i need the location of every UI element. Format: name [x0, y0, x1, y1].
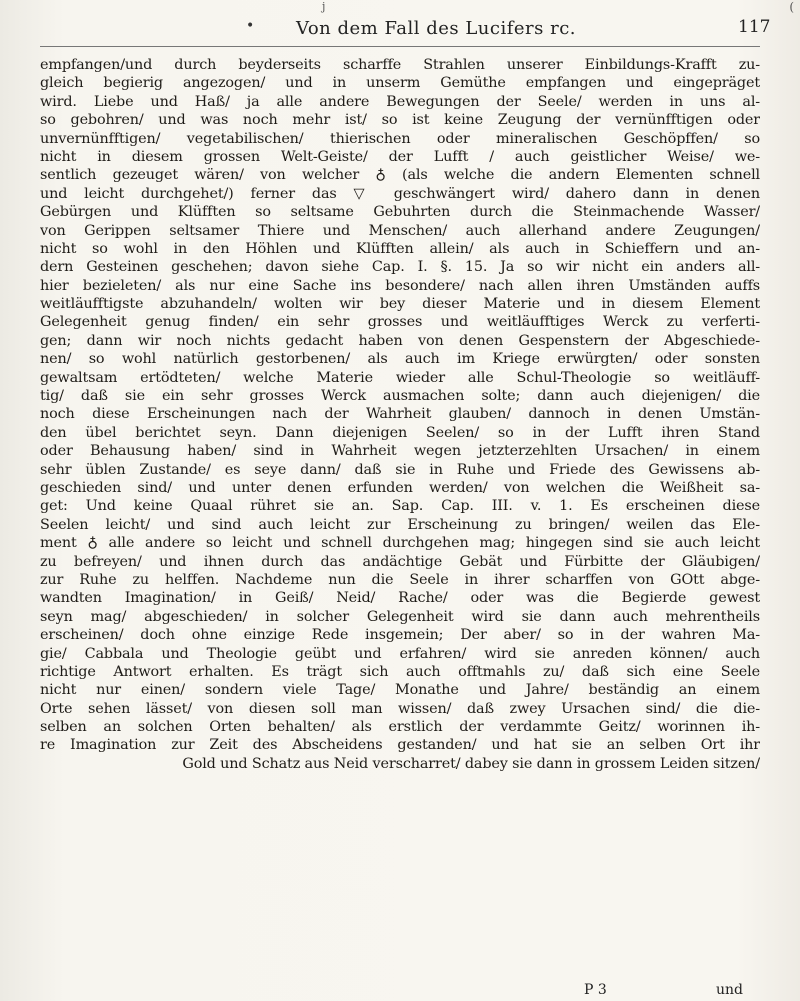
text-line: get: Und keine Quaal rühret sie an. Sap. Cap. III. v. 1. Es erscheinen diese: [40, 498, 760, 515]
text-line: gewaltsam ertödteten/ welche Materie wieder alle Schul-Theologie so weitläuff-: [40, 369, 760, 386]
text-line: dern Gesteinen geschehen; davon siehe Cap. I. §. 15. Ja so wir nicht ein anders all-: [40, 259, 760, 276]
text-line: hier bezieleten/ als nur eine Sache ins besondere/ nach allen ihren Umständen auffs: [40, 277, 760, 294]
text-line: so gebohren/ und was noch mehr ist/ so ist keine Zeugung der vernünfftigen oder: [40, 112, 760, 129]
text-line: gen; dann wir noch nichts gedacht haben von denen Gespenstern der Abgeschiede-: [40, 332, 760, 349]
text-line: sehr üblen Zustande/ es seye dann/ daß sie in Ruhe und Friede des Gewissens ab-: [40, 461, 760, 478]
text-line: geschieden sind/ und unter denen erfunden werden/ von welchen die Weißheit sa-: [40, 479, 760, 496]
text-line: re Imagination zur Zeit des Abscheidens gestanden/ und hat sie an selben Ort ihr: [40, 737, 760, 754]
text-line: oder Behausung haben/ sind in Wahrheit wegen jetzterzehlten Ursachen/ in einem: [40, 443, 760, 460]
text-line: und leicht durchgehet/) ferner das ▽ geschwängert wird/ dahero dann in denen: [40, 185, 760, 202]
catchword: und: [716, 982, 743, 998]
text-line: selben an solchen Orten behalten/ als erstlich der verdammte Geitz/ worinnen ih-: [40, 719, 760, 736]
text-line: nicht nur einen/ sondern viele Tage/ Monathe und Jahre/ beständig an einem: [40, 682, 760, 699]
text-line: Gebürgen und Klüfften so seltsame Gebuhrten durch die Steinmachende Wasser/: [40, 204, 760, 221]
text-line: sentlich gezeuget wären/ von welcher ♁ (als welche die andern Elementen schnell: [40, 167, 760, 184]
running-head-title: Von dem Fall des Lucifers rc.: [296, 18, 576, 39]
text-line: nen/ so wohl natürlich gestorbenen/ als auch im Kriege erwürgten/ oder sonsten: [40, 351, 760, 368]
head-rule: [40, 46, 760, 47]
text-line: weitläufftigste abzuhandeln/ wolten wir bey dieser Materie und in diesem Element: [40, 296, 760, 313]
page-number: 117: [738, 17, 771, 37]
text-line: seyn mag/ abgeschieden/ in solcher Gelegenheit wird sie dann auch mehrentheils: [40, 608, 760, 625]
text-line: nicht in diesem grossen Welt-Geiste/ der Lufft / auch geistlicher Weise/ we-: [40, 148, 760, 165]
text-line: wandten Imagination/ in Geiß/ Neid/ Rache/ oder was die Begierde gewest: [40, 590, 760, 607]
text-line: wird. Liebe und Haß/ ja alle andere Bewegungen der Seele/ werden in uns al-: [40, 93, 760, 110]
text-line: tig/ daß sie ein sehr grosses Werck ausmachen solte; dann auch diejenigen/ die: [40, 388, 760, 405]
text-line: gie/ Cabbala und Theologie geübt und erfahren/ wird sie anreden können/ auch: [40, 645, 760, 662]
text-line: den übel berichtet seyn. Dann diejenigen Seelen/ so in der Lufft ihren Stand: [40, 424, 760, 441]
text-line: ment ♁ alle andere so leicht und schnell durchgehen mag; hingegen sind sie auch leicht: [40, 535, 760, 552]
text-line: zur Ruhe zu helffen. Nachdeme nun die Seele in ihrer scharffen von GOtt abge-: [40, 571, 760, 588]
text-line: zu befreyen/ und ihnen durch das andächtige Gebät und Fürbitte der Gläubigen/: [40, 553, 760, 570]
text-line: empfangen/und durch beyderseits scharffe Strahlen unserer Einbildungs-Krafft zu-: [40, 57, 760, 73]
text-line: Seelen leicht/ und sind auch leicht zur Erscheinung zu bringen/ weilen das Ele-: [40, 516, 760, 533]
running-head: [0, 14, 800, 44]
head-ornament: •: [246, 18, 255, 34]
text-line: nicht so wohl in den Höhlen und Klüfften allein/ als auch in Schieffern und an-: [40, 240, 760, 257]
corner-mark: (: [789, 0, 794, 14]
top-mark: j: [322, 0, 326, 13]
text-line: gleich begierig angezogen/ und in unserm Gemüthe empfangen und eingepräget: [40, 75, 760, 92]
text-line: richtige Antwort erhalten. Es trägt sich auch offtmahls zu/ daß sich eine Seele: [40, 663, 760, 680]
text-line: unvernünfftigen/ vegetabilischen/ thierischen oder mineralischen Geschöpffen/ so: [40, 130, 760, 147]
text-line: Gold und Schatz aus Neid verscharret/ dabey sie dann in grossem Leiden sitzen/: [182, 755, 760, 772]
text-line: noch diese Erscheinungen nach der Wahrheit glauben/ dannoch in denen Umstän-: [40, 406, 760, 423]
text-line: von Gerippen seltsamer Thiere und Menschen/ auch allerhand andere Zeugungen/: [40, 222, 760, 239]
body-text: [40, 56, 760, 773]
text-line: Orte sehen lässet/ von diesen soll man wissen/ daß zwey Ursachen sind/ die die-: [40, 700, 760, 717]
text-line: Gelegenheit genug finden/ ein sehr grosses und weitläufftiges Werck zu verferti-: [40, 314, 760, 331]
signature-mark: P 3: [584, 982, 607, 998]
text-line: erscheinen/ doch ohne einzige Rede insgemein; Der aber/ so in der wahren Ma-: [40, 627, 760, 644]
